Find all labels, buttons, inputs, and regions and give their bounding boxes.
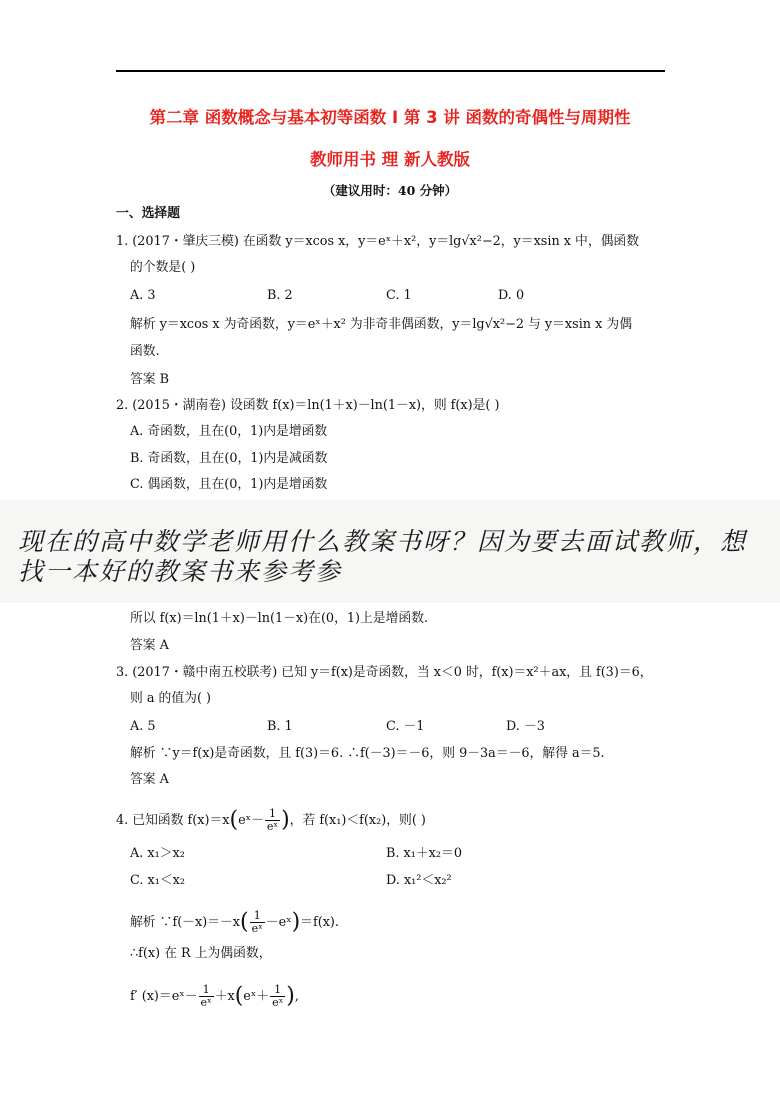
fraction-numerator: 1: [250, 910, 265, 923]
q3-answer: 答案 A: [130, 772, 169, 787]
q1-analysis-line1: 解析 y＝xcos x 为奇函数，y＝eˣ＋x² 为非奇非偶函数，y＝lg√x²−2 与 y＝xsin x 为偶: [130, 317, 632, 332]
open-paren: (: [229, 807, 239, 833]
q1-answer: 答案 B: [130, 372, 170, 387]
q2-option-a: A. 奇函数，且在(0，1)内是增函数: [130, 424, 328, 439]
handwritten-note-line2: 找一本好的教案书来参考参: [18, 557, 343, 586]
q3-stem-line2: 则 a 的值为( ): [130, 691, 212, 706]
fraction: [250, 910, 265, 935]
e-x: eˣ: [243, 989, 257, 1004]
document-subtitle: 教师用书 理 新人教版: [310, 150, 470, 169]
q4-option-d: D. x₁²＜x₂²: [386, 873, 452, 888]
open-paren: (: [234, 983, 244, 1009]
fraction-denominator: eˣ: [200, 996, 212, 1009]
e-x: eˣ: [238, 813, 252, 828]
fraction-denominator: eˣ: [272, 996, 284, 1009]
e-x: eˣ: [278, 915, 292, 930]
q3-option-d: D. －3: [506, 719, 545, 734]
q1-analysis-line2: 函数.: [130, 344, 160, 359]
fraction: [199, 984, 214, 1009]
fraction-numerator: 1: [270, 984, 285, 997]
time-note: （建议用时：40 分钟）: [322, 183, 458, 198]
q1-stem-line2: 的个数是( ): [130, 260, 196, 275]
q4-analysis: 解析 ∵f(－x)＝－x( $\frac{1}{\text{eˣ}}$ －eˣ)＝f(x).: [130, 909, 339, 935]
q4-stem-pre: 4. 已知函数 f(x)＝x: [116, 813, 230, 828]
close-paren: ): [291, 909, 301, 935]
q4-analysis-post: ＝f(x).: [300, 915, 339, 930]
q4-derivative-post: ,: [294, 989, 299, 1004]
q3-option-c: C. －1: [386, 719, 425, 734]
fraction-numerator: 1: [265, 808, 280, 821]
q4-derivative: f′ (x)＝eˣ－ $\frac{1}{\text{eˣ}}$ ＋x(eˣ＋ $\frac{1}{\text{eˣ}}$ ),: [130, 983, 299, 1009]
fraction: [265, 808, 280, 833]
q1-option-c: C. 1: [386, 288, 412, 303]
fraction-numerator: 1: [199, 984, 214, 997]
q4-derivative-mid: ＋x: [214, 989, 235, 1004]
close-paren: ): [286, 983, 295, 1009]
q4-stem: 4. 已知函数 f(x)＝x(eˣ－ $\frac{1}{\text{eˣ}}$ )，若 f(x₁)＜f(x₂)，则( ): [116, 807, 426, 833]
q2-conclusion: 所以 f(x)＝ln(1＋x)－ln(1－x)在(0，1)上是增函数.: [130, 611, 429, 626]
section-heading: 一、选择题: [116, 206, 180, 221]
q4-option-a: A. x₁＞x₂: [130, 846, 185, 861]
q4-analysis-pre: 解析 ∵f(－x)＝－x: [130, 915, 241, 930]
document-title: 第二章 函数概念与基本初等函数 I 第 3 讲 函数的奇偶性与周期性: [149, 108, 631, 127]
q3-option-a: A. 5: [130, 719, 156, 734]
q1-option-b: B. 2: [267, 288, 293, 303]
q1-stem-line1: 1. (2017・肇庆三模) 在函数 y＝xcos x，y＝eˣ＋x²，y＝lg√x²−2，y＝xsin x 中，偶函数: [116, 234, 640, 249]
fraction-denominator: eˣ: [251, 922, 263, 935]
q1-option-d: D. 0: [498, 288, 525, 303]
top-rule: [116, 70, 665, 72]
q4-stem-post: ，若 f(x₁)＜f(x₂)，则( ): [289, 813, 426, 828]
q4-conclusion: ∴f(x) 在 R 上为偶函数，: [130, 946, 272, 961]
fraction: [270, 984, 285, 1009]
q2-answer: 答案 A: [130, 638, 169, 653]
q3-option-b: B. 1: [267, 719, 293, 734]
q1-option-a: A. 3: [130, 288, 156, 303]
q3-stem-line1: 3. (2017・赣中南五校联考) 已知 y＝f(x)是奇函数，当 x＜0 时，f(x)＝x²＋ax，且 f(3)＝6，: [116, 665, 653, 680]
fraction-denominator: eˣ: [266, 820, 279, 833]
q4-option-c: C. x₁＜x₂: [130, 873, 185, 888]
handwritten-note-line1: 现在的高中数学老师用什么教案书呀？因为要去面试教师，想: [18, 527, 748, 556]
q3-analysis: 解析 ∵y＝f(x)是奇函数，且 f(3)＝6. ∴f(－3)＝－6，则 9－3a＝－6，解得 a＝5.: [130, 746, 605, 761]
q2-stem: 2. (2015・湖南卷) 设函数 f(x)＝ln(1＋x)－ln(1－x)，则 f(x)是( ): [116, 398, 500, 413]
q4-derivative-pre: f′ (x)＝eˣ－: [130, 989, 198, 1004]
q4-option-b: B. x₁＋x₂＝0: [386, 846, 462, 861]
close-paren: ): [281, 807, 290, 833]
q2-option-c: C. 偶函数，且在(0，1)内是增函数: [130, 477, 328, 492]
open-paren: (: [240, 909, 249, 935]
q2-option-b: B. 奇函数，且在(0，1)内是减函数: [130, 451, 328, 466]
